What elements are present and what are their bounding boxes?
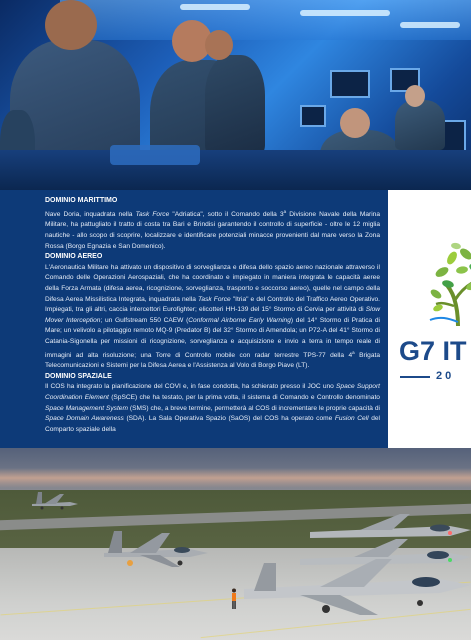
section-title: DOMINIO AEREO (45, 253, 103, 261)
section-title: DOMINIO SPAZIALE (45, 372, 112, 380)
logo-rule (400, 376, 430, 378)
g7-logo-year: 20 (436, 370, 455, 382)
monitor (300, 105, 326, 127)
section-paragraph: L'Aeronautica Militare ha attivato un dispositivo di sorveglianza e difesa dello spazio aereo nazionale attraverso il Comando delle Operazioni Aerospaziali, che ha coordinato e impiegato in maniera integrata le capacità aeree della Forza Armata (difesa aerea, ricognizione, sorveglianza, trasporto e soccorso aereo), quelle nel campo della Difesa Aerea Missilistica Integrata, inquadrata nella Task Force "Itria" e del Controllo del Traffico Aereo Operativo. Impiegati, tra gli altri, caccia intercettori Eurofighter; elicotteri HH-139 del 15° Stormo di Cervia per attività di Slow Mover Interception; un Gulfstream 550 CAEW (Conformal Airborne Early Warning) del 14° Stormo di Pratica di Mare; un velivolo a pilotaggio remoto MQ-9 (Predator B) del 32° Stormo di Amendola; un P72-A del 41° Stormo di Catania-Sigonella per missioni di ricognizione, sorveglianza e acquisizione e invio a terra in tempo reale di immagini ad alta risoluzione; una Torre di Controllo mobile con radar terrestre TPS-77 della 4$^a$ Brigata Telecomunicazioni e Sistemi per la Difesa Aerea e l'Assistenza al Volo di Borgo Piave (LT). (45, 263, 380, 370)
operator-head (405, 85, 425, 107)
ceiling-light (180, 4, 250, 10)
ceiling-light (300, 10, 390, 16)
ceiling-light (400, 22, 460, 28)
officer-head (45, 0, 97, 50)
eurofighter-jet (30, 488, 80, 512)
olive-tree-icon (428, 242, 471, 326)
console-desk (0, 150, 471, 190)
officer (205, 55, 265, 155)
monitor (330, 70, 370, 98)
section-title: DOMINIO MARITTIMO (45, 197, 118, 204)
officer-head (205, 30, 233, 60)
sunset-glow (0, 468, 471, 488)
operations-room-photo (0, 0, 471, 190)
operator-head (340, 108, 370, 138)
eurofighter-jet (240, 553, 471, 623)
chair (110, 145, 200, 165)
ceiling (60, 0, 471, 40)
g7-logo-text: G7 IT (399, 336, 467, 366)
eurofighter-jet (100, 523, 210, 573)
article-text (0, 190, 388, 448)
section-paragraph: Il COS ha integrato la pianificazione del COVI e, in fase condotta, ha schierato presso il JOC uno Space Support Coordination Element (SpSCE) che ha testato, per la prima volta, il sistema di Comando e Controllo denominato Space Management System (SMS) che, a breve termine, permetterà al COS di incrementare le proprie capacità di Space Domain Awareness (SDA). La Sala Operativa Spazio (SaOS) del COS ha operato come Fusion Cell del Comparto spaziale della (45, 383, 381, 433)
operator (395, 100, 445, 150)
section-paragraph: Nave Doria, inquadrata nella Task Force "Adriatica", sotto il Comando della 3$^a$ Divisione Navale della Marina Militare, ha pattugliato il tratto di costa tra Bari e Brindisi garantendo il controllo di superficie - oltre le 12 miglia nautiche - allo scopo di scoprire, localizzare e identificare potenziali minacce provenienti dal mare verso la Zona Rossa (Borgo Egnazia e San Domenico). (45, 208, 380, 250)
airbase-photo (0, 448, 471, 640)
g7-logo-panel (388, 190, 471, 448)
ground-crew-person (231, 588, 237, 610)
